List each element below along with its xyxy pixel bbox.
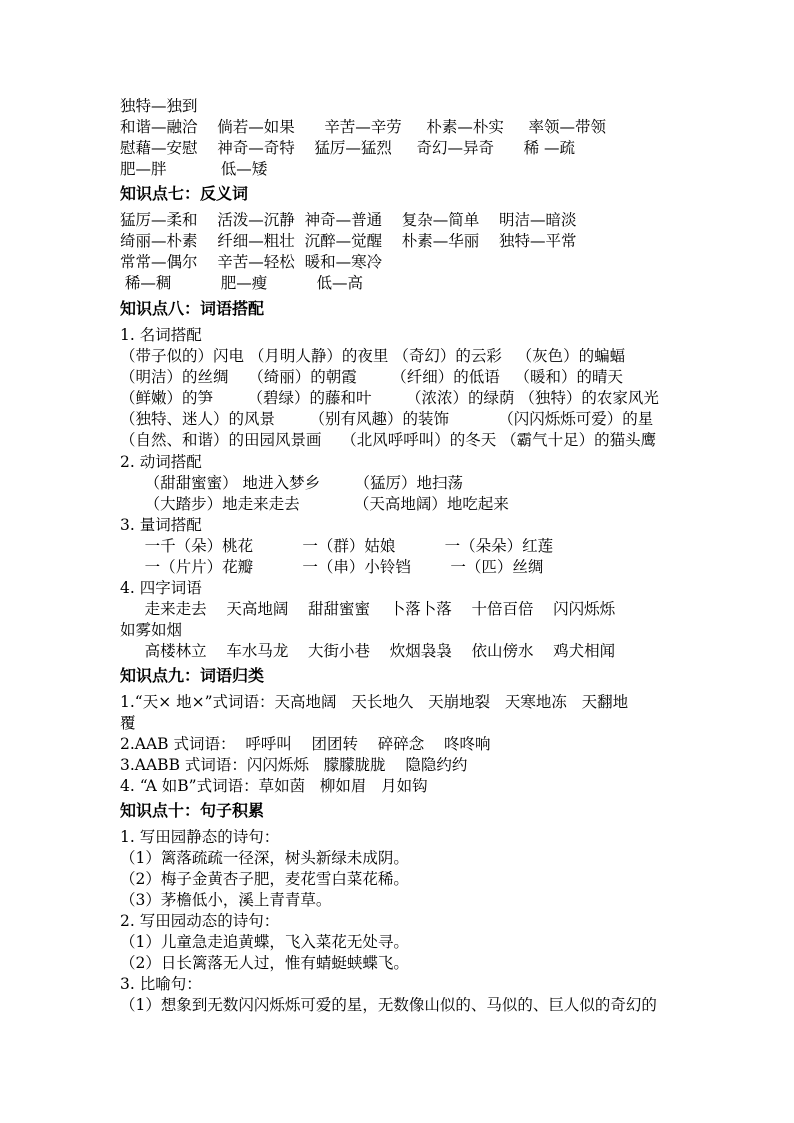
section-heading: 知识点七：反义词 [120, 184, 249, 203]
text-line: 3. 量词搭配 [120, 516, 202, 534]
text-line: 1. 写田园静态的诗句： [120, 828, 280, 846]
text-line: 稀—稠 肥—瘦 低—高 [120, 274, 363, 292]
text-line: （2）梅子金黄杏子肥，麦花雪白菜花稀。 [120, 870, 409, 888]
text-line: （1）想象到无数闪闪烁烁可爱的星，无数像山似的、马似的、巨人似的奇幻的 [120, 996, 657, 1014]
text-line: 绮丽—朴素 纤细—粗壮 沉醉—觉醒 朴素—华丽 独特—平常 [120, 232, 577, 250]
text-line: （鲜嫩）的笋 （碧绿）的藤和叶 （浓浓）的绿荫 （独特）的农家风光 [120, 389, 659, 407]
text-line: 高楼林立 车水马龙 大街小巷 炊烟袅袅 依山傍水 鸡犬相闻 [120, 642, 616, 660]
text-line: （大踏步）地走来走去 （天高地阔）地吃起来 [120, 495, 509, 513]
text-line: 3. 比喻句： [120, 975, 202, 993]
text-line: 猛厉—柔和 活泼—沉静 神奇—普通 复杂—简单 明洁—暗淡 [120, 211, 577, 229]
section-heading: 知识点十：句子积累 [120, 801, 265, 820]
text-line: 一（片片）花瓣 一（串）小铃铛 一（匹）丝绸 [120, 558, 544, 576]
text-line: （1）儿童急走追黄蝶，飞入菜花无处寻。 [120, 933, 409, 951]
text-line: （3）茅檐低小，溪上青青草。 [120, 891, 332, 909]
text-line: 独特—独到 [120, 97, 198, 115]
section-heading: 知识点九：词语归类 [120, 666, 265, 685]
text-line: 一千（朵）桃花 一（群）姑娘 一（朵朵）红莲 [120, 537, 554, 555]
text-line: 4. 四字词语 [120, 579, 202, 597]
text-line: 4. “A 如B”式词语：草如茵 柳如眉 月如钩 [120, 777, 428, 795]
text-line: 常常—偶尔 辛苦—轻松 暖和—寒冷 [120, 253, 383, 271]
text-line: 2. 写田园动态的诗句： [120, 912, 280, 930]
section-heading: 知识点八：词语搭配 [120, 299, 265, 318]
text-line: 2. 动词搭配 [120, 453, 202, 471]
text-line: 1. 名词搭配 [120, 326, 202, 344]
text-line: （带子似的）闪电 （月明人静）的夜里 （奇幻）的云彩 （灰色）的蝙蝠 [120, 347, 626, 365]
text-line: 2.AAB 式词语： 呼呼叫 团团转 碎碎念 咚咚响 [120, 735, 491, 753]
text-line: 和谐—融洽 倘若—如果 辛苦—辛劳 朴素—朴实 率领—带领 [120, 118, 607, 136]
text-line: 覆 [120, 714, 136, 732]
text-line: 3.AABB 式词语：闪闪烁烁 朦朦胧胧 隐隐约约 [120, 756, 468, 774]
text-line: （独特、迷人）的风景 （别有风趣）的装饰 （闪闪烁烁可爱）的星 [120, 410, 654, 428]
text-line: 肥—胖 低—矮 [120, 160, 268, 178]
text-line: （1）篱落疏疏一径深，树头新绿未成阴。 [120, 849, 409, 867]
text-line: 慰藉—安慰 神奇—奇特 猛厉—猛烈 奇幻—异奇 稀 —疏 [120, 139, 576, 157]
text-line: （自然、和谐）的田园风景画 （北风呼呼叫）的冬天 （霸气十足）的猫头鹰 [120, 431, 657, 449]
text-line: （2）日长篱落无人过，惟有蜻蜓蛱蝶飞。 [120, 954, 409, 972]
text-line: 走来走去 天高地阔 甜甜蜜蜜 卜落卜落 十倍百倍 闪闪烁烁 [120, 600, 616, 618]
text-line: （甜甜蜜蜜） 地进入梦乡 （猛厉）地扫荡 [120, 474, 464, 492]
text-line: 1.“天× 地×”式词语：天高地阔 天长地久 天崩地裂 天寒地冻 天翻地 [120, 693, 629, 711]
text-line: 如雾如烟 [120, 621, 183, 639]
text-line: （明洁）的丝绸 （绮丽）的朝霞 （纤细）的低语 （暖和）的晴天 [120, 368, 623, 386]
